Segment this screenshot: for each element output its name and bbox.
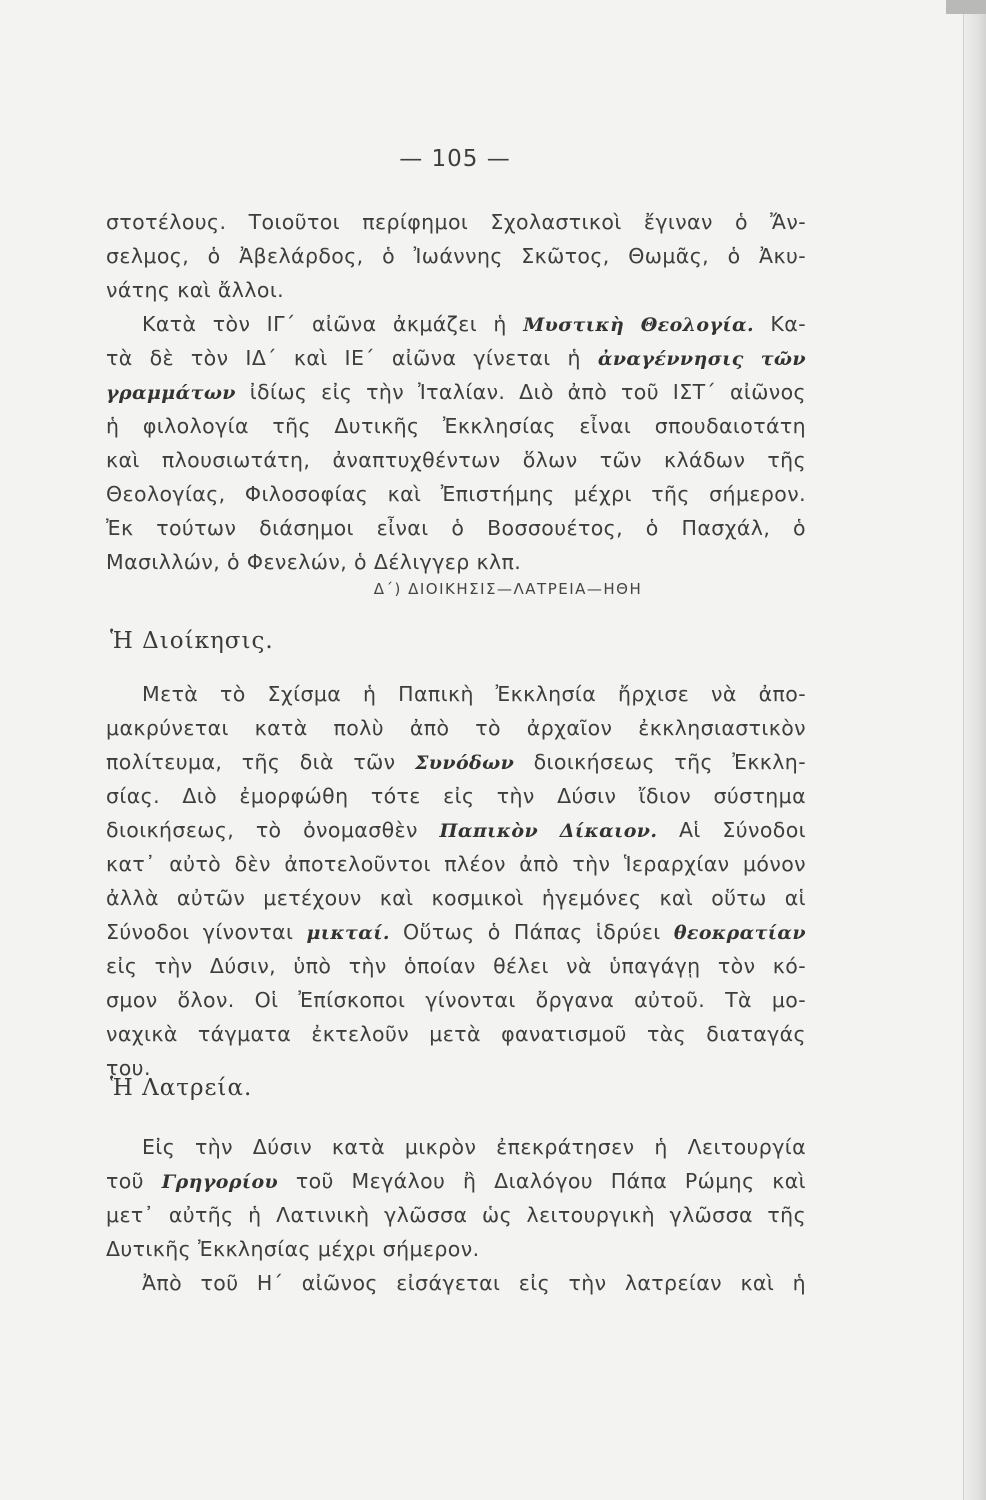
text-run: τὰ δὲ τὸν ΙΔ΄ καὶ ΙΕ΄ αἰῶνα γίνεται ἡ — [106, 346, 598, 370]
text-run: Κα- — [754, 312, 806, 336]
text-line: σίας. Διὸ ἐμορφώθη τότε εἰς τὴν Δύσιν ἴδιον σύστημα — [106, 784, 806, 808]
emphasis-text: Μυστικὴ Θεολογία. — [523, 314, 755, 336]
subheading-administration: Ἡ Διοίκησις. — [110, 628, 274, 654]
paragraph-administration — [106, 677, 806, 1085]
text-line: σελμος, ὁ Ἀβελάρδος, ὁ Ἰωάννης Σκῶτος, Θωμᾶς, ὁ Ἀκυ- — [106, 244, 806, 268]
section-heading: Δ΄) ΔΙΟΙΚΗΣΙΣ—ΛΑΤΡΕΙΑ—ΗΘΗ — [373, 580, 643, 598]
text-line: του. — [106, 1056, 151, 1080]
text-run: Κατὰ τὸν ΙΓ΄ αἰῶνα ἀκμάζει ἡ — [142, 312, 524, 336]
page-edge-shadow — [963, 0, 986, 1500]
text-line: εἰς τὴν Δύσιν, ὑπὸ τὴν ὁποίαν θέλει νὰ ὑπαγάγῃ τὸν κό- — [106, 954, 806, 978]
text-line — [106, 341, 806, 375]
text-line — [106, 745, 806, 779]
text-run: Αἱ Σύνοδοι — [657, 818, 806, 842]
text-line: ἡ φιλολογία τῆς Δυτικῆς Ἐκκλησίας εἶναι σπουδαιοτάτη — [106, 414, 806, 438]
emphasis-text: μικταί. — [306, 922, 390, 944]
subheading-worship: Ἡ Λατρεία. — [110, 1075, 253, 1101]
text-line — [106, 813, 806, 847]
emphasis-text: γραμμάτων — [106, 382, 236, 404]
text-run: διοικήσεως, τὸ ὀνομασθὲν — [106, 818, 440, 842]
text-run: Οὕτως ὁ Πάπας ἱδρύει — [389, 920, 674, 944]
text-line: κατ᾽ αὐτὸ δὲν ἀποτελοῦντοι πλέον ἀπὸ τὴν Ἱεραρχίαν μόνον — [106, 852, 806, 876]
text-line: Εἰς τὴν Δύσιν κατὰ μικρὸν ἐπεκράτησεν ἡ Λειτουργία — [142, 1135, 806, 1159]
text-run: πολίτευμα, τῆς διὰ τῶν — [106, 750, 415, 774]
text-line — [106, 1164, 806, 1198]
text-run: ἰδίως εἰς τὴν Ἰταλίαν. Διὸ ἀπὸ τοῦ ΙΣΤ΄ αἰῶνος — [235, 380, 806, 404]
text-line: ἀλλὰ αὐτῶν μετέχουν καὶ κοσμικοὶ ἡγεμόνες καὶ οὕτω αἱ — [106, 886, 806, 910]
emphasis-text: Συνόδων — [414, 752, 515, 774]
text-run: διοικήσεως τῆς Ἐκκλη- — [514, 750, 807, 774]
emphasis-text: ἀναγέννησις τῶν — [597, 348, 806, 370]
text-line: Ἐκ τούτων διάσημοι εἶναι ὁ Βοσσουέτος, ὁ Πασχάλ, ὁ — [106, 516, 806, 540]
text-line: Θεολογίας, Φιλοσοφίας καὶ Ἐπιστήμης μέχρι τῆς σήμερον. — [106, 482, 806, 506]
text-line: Μετὰ τὸ Σχίσμα ἡ Παπικὴ Ἐκκλησία ἤρχισε νὰ ἀπο- — [142, 682, 806, 706]
text-run: Σύνοδοι γίνονται — [106, 920, 307, 944]
text-line: μετ᾽ αὐτῆς ἡ Λατινικὴ γλῶσσα ὡς λειτουργικὴ γλῶσσα τῆς — [106, 1203, 806, 1227]
text-line: Ἀπὸ τοῦ Η΄ αἰῶνος εἰσάγεται εἰς τὴν λατρείαν καὶ ἡ — [142, 1271, 806, 1295]
text-line: στοτέλους. Τοιοῦτοι περίφημοι Σχολαστικοὶ ἔγιναν ὁ Ἄν- — [106, 210, 806, 234]
text-line: νάτης καὶ ἄλλοι. — [106, 278, 285, 302]
emphasis-text: Γρηγορίου — [161, 1171, 279, 1193]
paragraph-mystical-theology — [106, 307, 806, 579]
text-line: Δυτικῆς Ἐκκλησίας μέχρι σήμερον. — [106, 1237, 480, 1261]
emphasis-text: Παπικὸν Δίκαιον. — [439, 820, 658, 842]
text-line — [106, 307, 806, 341]
emphasis-text: θεοκρατίαν — [673, 922, 807, 944]
page-number: — 105 — — [399, 146, 511, 172]
text-line: καὶ πλουσιωτάτη, ἀναπτυχθέντων ὅλων τῶν κλάδων τῆς — [106, 448, 806, 472]
text-line: Μασιλλών, ὁ Φενελών, ὁ Δέλιγγερ κλπ. — [106, 550, 522, 574]
paragraph-worship — [106, 1130, 806, 1300]
text-run: τοῦ Μεγάλου ἢ Διαλόγου Πάπα Ρώμης καὶ — [278, 1169, 806, 1193]
text-line: σμον ὅλον. Οἱ Ἐπίσκοποι γίνονται ὄργανα αὐτοῦ. Τὰ μο- — [106, 988, 806, 1012]
text-line: μακρύνεται κατὰ πολὺ ἀπὸ τὸ ἀρχαῖον ἐκκλησιαστικὸν — [106, 716, 806, 740]
paragraph-scholastics — [106, 205, 806, 307]
text-run: τοῦ — [106, 1169, 162, 1193]
text-line — [106, 915, 806, 949]
page-corner-mark — [946, 0, 986, 14]
text-line — [106, 375, 806, 409]
text-line: ναχικὰ τάγματα ἐκτελοῦν μετὰ φανατισμοῦ τὰς διαταγάς — [106, 1022, 806, 1046]
